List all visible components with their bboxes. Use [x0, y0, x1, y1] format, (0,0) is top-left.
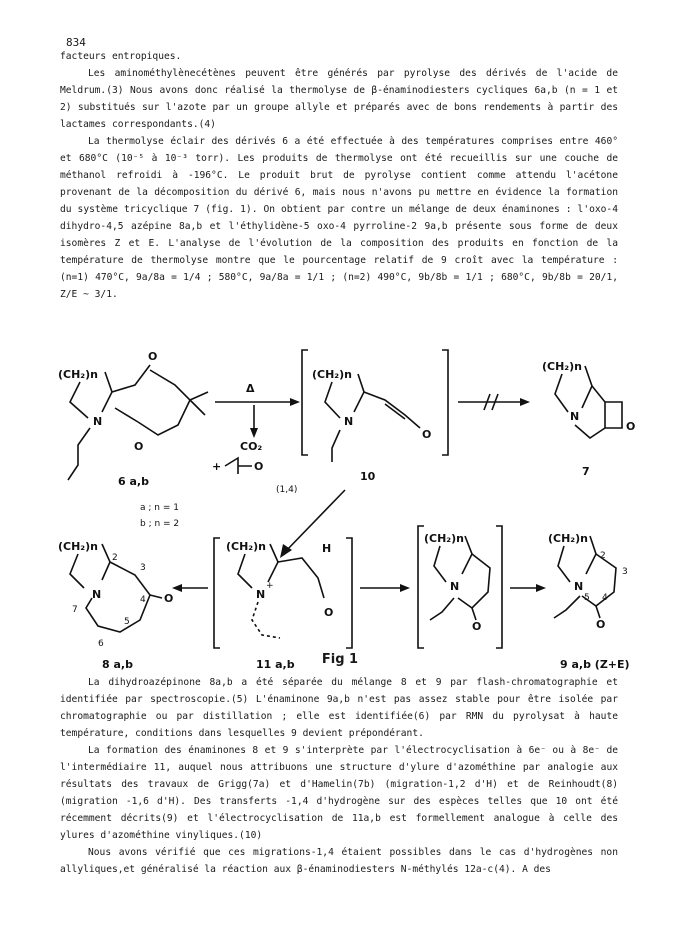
atom-number-3: 3: [140, 563, 146, 573]
atom-number-3: 3: [622, 567, 628, 577]
oxygen-label: O: [134, 440, 144, 453]
compound-7-structure: [542, 360, 635, 438]
ch2n-label: (CH₂)n: [542, 360, 582, 373]
arrow-11-to-intermediate: [360, 584, 410, 592]
co2-label: CO₂: [240, 440, 263, 453]
hydrogen-label: H: [322, 542, 332, 555]
paragraph: La dihydroazépinone 8a,b a été séparée du mélange 8 et 9 par flash-chromatographie et identifiée par spectroscopie.(5) L'énaminone 9a,b n'est pas assez stable pour être isolée par chromatographie ou par distillation ; elle est identifiée(6) par RMN du pyrolysat à haute température, conditions dans lesquelles 9 devient prépondérant.: [60, 677, 618, 739]
blocked-arrow-10-to-7: [458, 394, 530, 410]
compound-6-structure: [58, 350, 208, 480]
plus-sign: +: [212, 460, 222, 473]
paragraph: Nous avons vérifié que ces migrations-1,4 étaient possibles dans le cas d'hydrogènes non allyliques,et généralisé la réaction aux β-énaminodiesters N-méthylés 12a-c(4). A des: [60, 847, 618, 875]
oxygen-label: O: [596, 618, 606, 631]
compound-7-label: 7: [582, 465, 590, 478]
heat-label: Δ: [246, 382, 255, 395]
variant-b-label: b ; n = 2: [140, 519, 180, 529]
ch2n-label: (CH₂)n: [58, 540, 98, 553]
arrow-to-9: [510, 584, 546, 592]
nitrogen-label: N: [570, 410, 580, 423]
oxygen-label: O: [254, 460, 264, 473]
plus-charge: +: [266, 581, 274, 591]
atom-number-5: 5: [584, 593, 590, 603]
oxygen-label: O: [626, 420, 636, 433]
nitrogen-label: N: [450, 580, 460, 593]
nitrogen-plus-label: N: [256, 588, 266, 601]
compound-8-label: 8 a,b: [102, 658, 133, 671]
nitrogen-label: N: [93, 415, 103, 428]
atom-number-4: 4: [140, 595, 146, 605]
compound-9-structure: [548, 532, 628, 631]
variant-a-label: a ; n = 1: [140, 503, 179, 513]
ch2n-label: (CH₂)n: [312, 368, 352, 381]
body-text-bottom: [60, 674, 618, 878]
compound-10-structure: [302, 350, 448, 462]
reaction-scheme-figure: [40, 330, 640, 675]
figure-caption: Fig 1: [321, 652, 359, 667]
compound-10-label: 10: [360, 470, 376, 483]
atom-number-5: 5: [124, 617, 130, 627]
nitrogen-label: N: [574, 580, 584, 593]
oxygen-label: O: [164, 592, 174, 605]
ch2n-label: (CH₂)n: [548, 532, 588, 545]
paragraph: Les aminométhylènecétènes peuvent être générés par pyrolyse des dérivés de l'acide de Meldrum.(3) Nous avons donc réalisé la thermolyse de β-énaminodiesters cycliques 6a,b (n = 1 et 2) substitués sur l'azote par un groupe allyle et préparés avec de bons rendements à partir des lactames correspondants.(4): [60, 68, 618, 130]
atom-number-4: 4: [602, 593, 608, 603]
paragraph: facteurs entropiques.: [60, 51, 182, 62]
compound-6-label: 6 a,b: [118, 475, 149, 488]
oxygen-label: O: [422, 428, 432, 441]
ch2n-label: (CH₂)n: [58, 368, 98, 381]
atom-number-6: 6: [98, 639, 104, 649]
compound-9-label: 9 a,b (Z+E): [560, 658, 630, 671]
oxygen-label: O: [472, 620, 482, 633]
arrow-10-to-11: [276, 485, 345, 558]
oxygen-label: O: [148, 350, 158, 363]
arrow-11-to-8: [172, 584, 208, 592]
reaction-scheme-svg: [40, 330, 640, 675]
ch2n-label: (CH₂)n: [226, 540, 266, 553]
arrow-6-to-10: [212, 382, 300, 474]
page-number: 834: [66, 36, 86, 49]
pyrroline-intermediate-structure: [418, 526, 502, 648]
atom-number-7: 7: [72, 605, 78, 615]
atom-number-2: 2: [112, 553, 118, 563]
oxygen-label: O: [324, 606, 334, 619]
nitrogen-label: N: [92, 588, 102, 601]
compound-8-structure: [58, 540, 173, 649]
body-text-top: [60, 48, 618, 303]
paragraph: La thermolyse éclair des dérivés 6 a été effectuée à des températures comprises entre 460° et 680°C (10⁻⁵ à 10⁻³ torr). Les produits de thermolyse ont été recueillis sur une couche de méthanol refroidi à -196°C. Le produit brut de pyrolyse contient comme attendu l'acétone provenant de la décomposition du dérivé 6, mais nous n'avons pu mettre en évidence la formation du système tricyclique 7 (fig. 1). On obtient par contre un mélange de deux énaminones : l'oxo-4 dihydro-4,5 azépine 8a,b et l'éthylidène-5 oxo-4 pyrroline-2 9a,b présente sous forme de deux isomères Z et E. L'analyse de l'évolution de la composition des produits en fonction de la température de thermolyse montre que le pourcentage relatif de 9 croît avec la température : (n=1) 470°C, 9a/8a = 1/4 ; 580°C, 9a/8a = 1/1 ; (n=2) 490°C, 9b/8b = 1/1 ; 680°C, 9b/8b = 20/1, Z/E ~ 3/1.: [60, 136, 618, 300]
shift-label: (1,4): [276, 485, 298, 495]
atom-number-2: 2: [600, 551, 606, 561]
nitrogen-label: N: [344, 415, 354, 428]
ch2n-label: (CH₂)n: [424, 532, 464, 545]
paragraph: La formation des énaminones 8 et 9 s'interprète par l'électrocyclisation à 6e⁻ ou à 8e⁻ de l'intermédiaire 11, auquel nous attribuons une structure d'ylure d'azométhine par analogie aux résultats des travaux de Grigg(7a) et d'Hamelin(7b) (migration-1,2 d'H) et de Reinhoudt(8) (migration -1,6 d'H). Des transferts -1,4 d'hydrogène sur des espèces telles que 10 ont été récemment décrits(9) et l'électrocyclisation de 11a,b est formellement analogue à celle des ylures d'azométhine vinyliques.(10): [60, 745, 618, 841]
compound-11-label: 11 a,b: [256, 658, 295, 671]
